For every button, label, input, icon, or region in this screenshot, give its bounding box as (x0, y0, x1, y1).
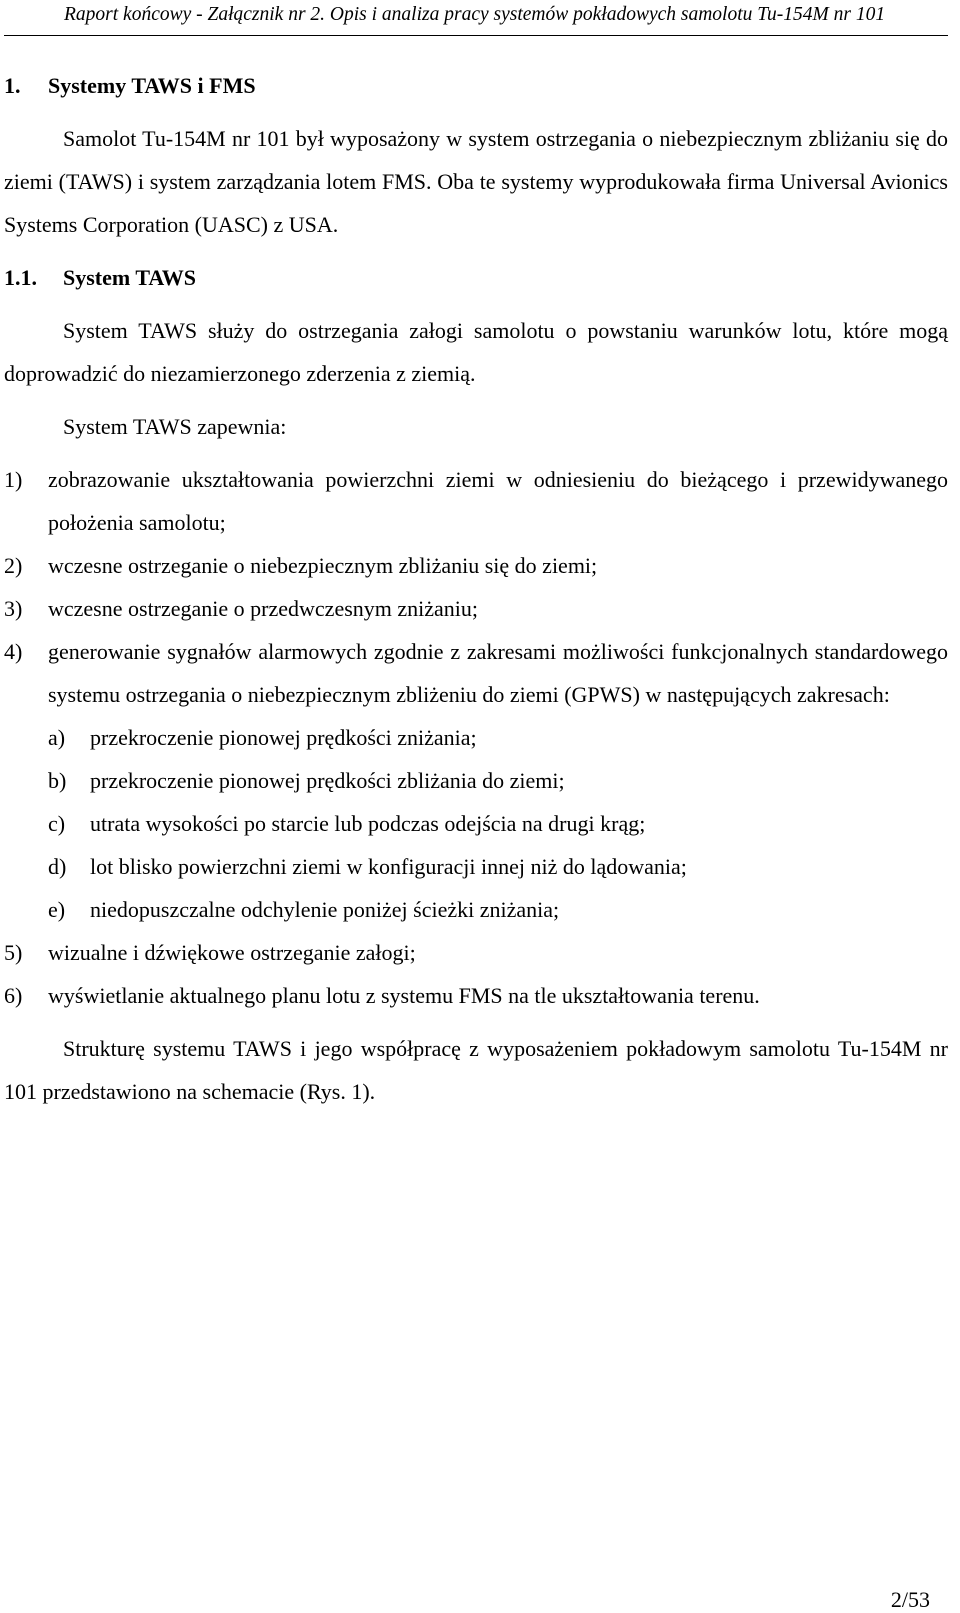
list-item-text: wyświetlanie aktualnego planu lotu z systemu FMS na tle ukształtowania terenu. (48, 983, 760, 1008)
sub-list-item (48, 802, 948, 845)
intro-paragraph: Samolot Tu-154M nr 101 był wyposażony w system ostrzegania o niebezpiecznym zbliżaniu się do ziemi (TAWS) i system zarządzania lotem FMS. Oba te systemy wyprodukowała firma Universal Avionics Systems Corporation (UASC) z USA. (4, 126, 948, 237)
subsection-number: 1.1. (4, 265, 37, 290)
sub-list-item-text: przekroczenie pionowej prędkości zniżania; (90, 725, 477, 750)
sub-list-marker: c) (48, 811, 66, 836)
list-item (4, 974, 948, 1017)
taws-functions-list (4, 458, 948, 1017)
list-item (4, 544, 948, 587)
list-item-text: generowanie sygnałów alarmowych zgodnie z zakresami możliwości funkcjonalnych standardowego systemu ostrzegania o niebezpiecznym zbliżeniu do ziemi (GPWS) w następujących zakresach: (48, 639, 948, 707)
sub-list-marker: d) (48, 854, 67, 879)
section-heading-1-1 (4, 256, 948, 299)
gpws-ranges-list (4, 716, 948, 931)
sub-list-item-text: lot blisko powierzchni ziemi w konfiguracji innej niż do lądowania; (90, 854, 687, 879)
gpws-subitems (4, 716, 948, 931)
sub-list-marker: e) (48, 897, 66, 922)
sub-list-item (48, 845, 948, 888)
page-number: 2/53 (890, 1587, 930, 1612)
section-number: 1. (4, 73, 21, 98)
list-item (4, 587, 948, 630)
closing-paragraph: Strukturę systemu TAWS i jego współpracę z wyposażeniem pokładowym samolotu Tu-154M nr 101 przedstawiono na schemacie (Rys. 1). (4, 1036, 948, 1104)
list-item-text: zobrazowanie ukształtowania powierzchni ziemi w odniesieniu do bieżącego i przewidywanego położenia samolotu; (48, 467, 948, 535)
list-item (4, 931, 948, 974)
sub-list-item (48, 888, 948, 931)
list-item-text: wczesne ostrzeganie o niebezpiecznym zbliżaniu się do ziemi; (48, 553, 598, 578)
taws-purpose-paragraph: System TAWS służy do ostrzegania załogi samolotu o powstaniu warunków lotu, które mogą doprowadzić do niezamierzonego zderzenia z ziemią. (4, 318, 948, 386)
section-heading-1 (4, 64, 948, 107)
list-marker: 4) (4, 639, 23, 664)
sub-list-marker: b) (48, 768, 67, 793)
list-marker: 3) (4, 596, 23, 621)
sub-list-item-text: utrata wysokości po starcie lub podczas odejścia na drugi krąg; (90, 811, 646, 836)
list-marker: 2) (4, 553, 23, 578)
list-marker: 6) (4, 983, 23, 1008)
sub-list-item-text: niedopuszczalne odchylenie poniżej ścieżki zniżania; (90, 897, 560, 922)
list-item (4, 458, 948, 544)
header-rule (4, 35, 948, 36)
list-item-text: wizualne i dźwiękowe ostrzeganie załogi; (48, 940, 416, 965)
sub-list-marker: a) (48, 725, 66, 750)
sub-list-item (48, 759, 948, 802)
list-marker: 5) (4, 940, 23, 965)
taws-provides-paragraph: System TAWS zapewnia: (63, 414, 287, 439)
subsection-title: System TAWS (63, 265, 197, 290)
running-header: Raport końcowy - Załącznik nr 2. Opis i analiza pracy systemów pokładowych samolotu Tu-154M nr 101 (64, 4, 886, 25)
sub-list-item-text: przekroczenie pionowej prędkości zbliżania do ziemi; (90, 768, 565, 793)
document-body (4, 64, 948, 1123)
section-title: Systemy TAWS i FMS (48, 73, 256, 98)
list-marker: 1) (4, 467, 23, 492)
sub-list-item (48, 716, 948, 759)
list-item-text: wczesne ostrzeganie o przedwczesnym zniżaniu; (48, 596, 479, 621)
list-item (4, 630, 948, 716)
